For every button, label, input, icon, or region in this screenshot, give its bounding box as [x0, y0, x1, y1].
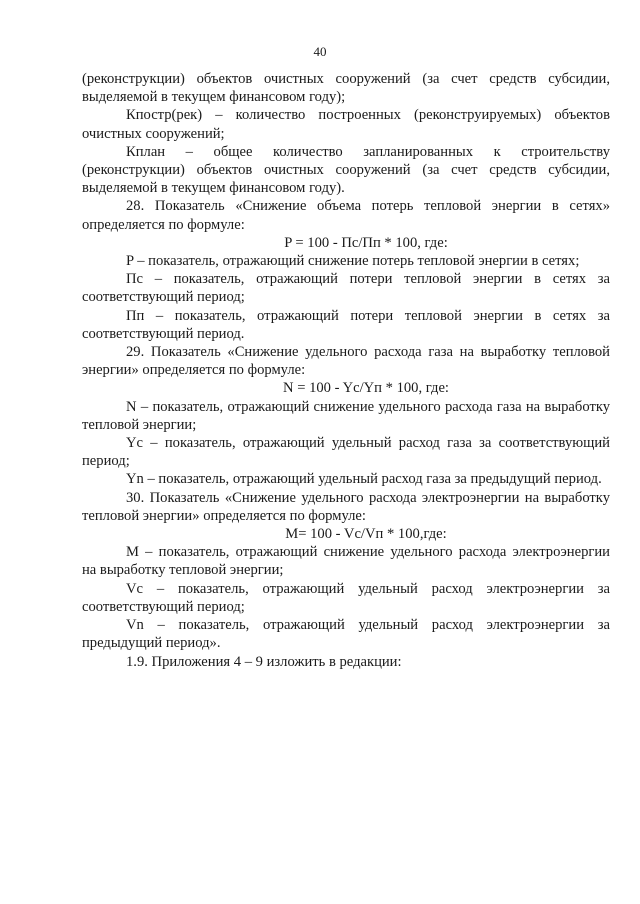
paragraph-item-28: 28. Показатель «Снижение объема потерь тепловой энергии в сетях» определяется по формуле:: [82, 198, 610, 233]
paragraph-pc-definition: Пс – показатель, отражающий потери тепловой энергии в сетях за соответствующий период;: [82, 271, 610, 306]
page-number: 40: [313, 44, 327, 59]
paragraph-p-definition: P – показатель, отражающий снижение потерь тепловой энергии в сетях;: [126, 253, 580, 270]
paragraph-kpostr-definition: Кпостр(рек) – количество построенных (реконструируемых) объектов очистных сооружений;: [82, 107, 610, 142]
formula-gas-consumption: N = 100 - Yc/Yп * 100, где:: [283, 380, 449, 397]
paragraph-kplan-definition: Кплан – общее количество запланированных к строительству (реконструкции) объектов очистных сооружений (за счет средств субсидии, выделяемой в текущем финансовом году).: [82, 143, 610, 197]
paragraph-yc-definition: Yc – показатель, отражающий удельный расход газа за соответствующий период;: [82, 435, 610, 470]
paragraph-yn-definition: Yn – показатель, отражающий удельный расход газа за предыдущий период.: [126, 471, 602, 488]
document-body: [82, 70, 610, 671]
paragraph-pp-definition: Пп – показатель, отражающий потери тепловой энергии в сетях за соответствующий период.: [82, 307, 610, 342]
paragraph-item-30: 30. Показатель «Снижение удельного расхода электроэнергии на выработку тепловой энергии» определяется по формуле:: [82, 489, 610, 524]
paragraph-vc-definition: Vc – показатель, отражающий удельный расход электроэнергии за соответствующий период;: [82, 580, 610, 615]
paragraph-continuation: (реконструкции) объектов очистных сооружений (за счет средств субсидии, выделяемой в текущем финансовом году);: [82, 71, 610, 106]
paragraph-m-definition: M – показатель, отражающий снижение удельного расхода электроэнергии на выработку тепловой энергии;: [82, 544, 610, 579]
paragraph-n-definition: N – показатель, отражающий снижение удельного расхода газа на выработку тепловой энергии;: [82, 398, 610, 433]
formula-heat-loss: P = 100 - Пс/Пп * 100, где:: [284, 234, 448, 251]
paragraph-item-29: 29. Показатель «Снижение удельного расхода газа на выработку тепловой энергии» определяется по формуле:: [82, 344, 610, 379]
paragraph-item-1-9: 1.9. Приложения 4 – 9 изложить в редакции:: [126, 653, 402, 670]
paragraph-vn-definition: Vn – показатель, отражающий удельный расход электроэнергии за предыдущий период».: [82, 617, 610, 652]
formula-electricity-consumption: M= 100 - Vc/Vп * 100,где:: [285, 526, 447, 543]
